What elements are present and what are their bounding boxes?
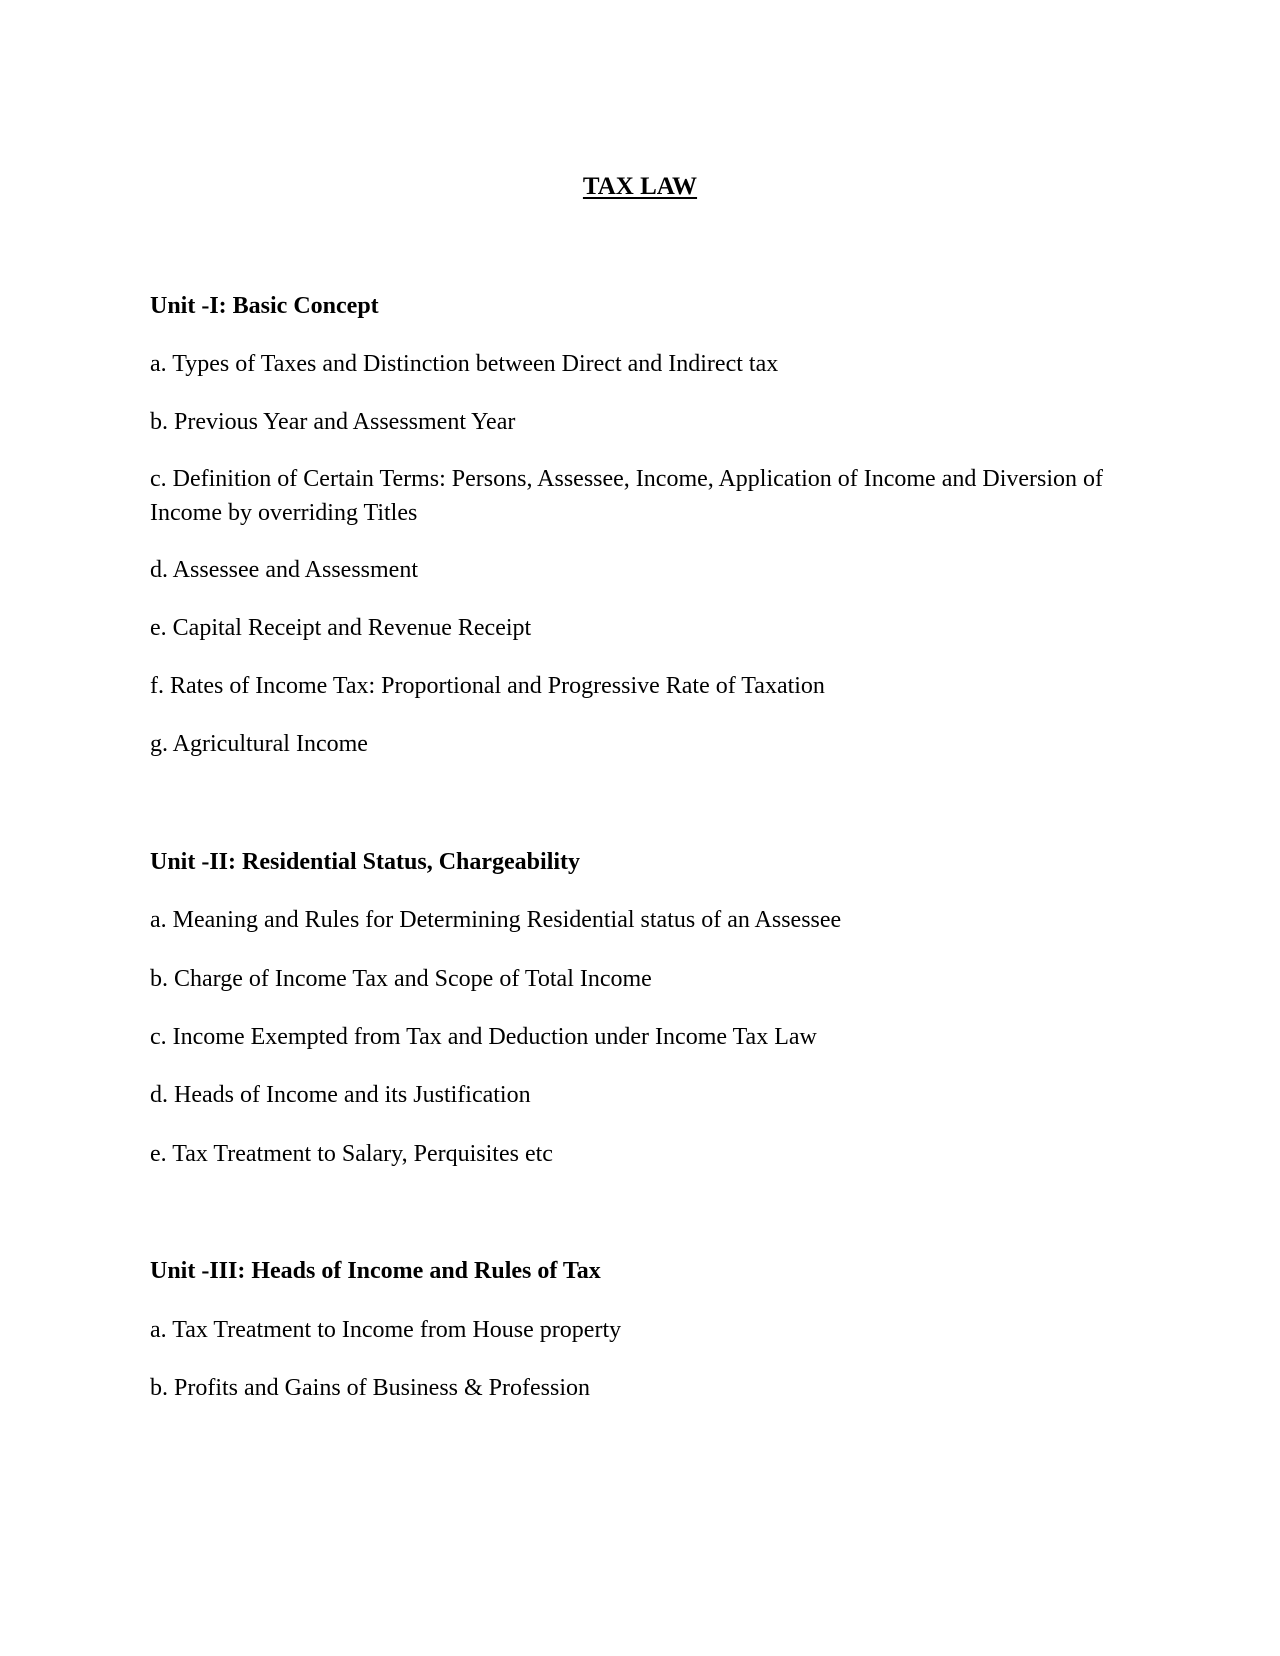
unit-1-item-c: c. Definition of Certain Terms: Persons, Assessee, Income, Application of Income and Diversion of Income by overriding Titles [150, 466, 1104, 526]
unit-2-heading: Unit -II: Residential Status, Chargeability [150, 849, 581, 875]
unit-1-item-g: g. Agricultural Income [150, 731, 368, 757]
unit-3-item-a: a. Tax Treatment to Income from House property [150, 1317, 622, 1343]
unit-1-item-d: d. Assessee and Assessment [150, 557, 418, 583]
document-title: TAX LAW [582, 173, 698, 200]
unit-2-item-a: a. Meaning and Rules for Determining Residential status of an Assessee [150, 907, 842, 933]
unit-2-item-c: c. Income Exempted from Tax and Deduction under Income Tax Law [150, 1024, 817, 1050]
unit-1-heading: Unit -I: Basic Concept [150, 293, 379, 319]
unit-2-item-d: d. Heads of Income and its Justification [150, 1082, 531, 1108]
unit-1-item-b: b. Previous Year and Assessment Year [150, 409, 516, 435]
unit-2-item-b: b. Charge of Income Tax and Scope of Total Income [150, 966, 652, 992]
unit-2-item-e: e. Tax Treatment to Salary, Perquisites etc [150, 1141, 553, 1167]
unit-3-item-b: b. Profits and Gains of Business & Profession [150, 1375, 590, 1401]
unit-1-item-a: a. Types of Taxes and Distinction between Direct and Indirect tax [150, 351, 779, 377]
unit-1-item-f: f. Rates of Income Tax: Proportional and Progressive Rate of Taxation [150, 673, 825, 699]
unit-3-heading: Unit -III: Heads of Income and Rules of Tax [150, 1258, 601, 1284]
unit-1-item-e: e. Capital Receipt and Revenue Receipt [150, 615, 532, 641]
